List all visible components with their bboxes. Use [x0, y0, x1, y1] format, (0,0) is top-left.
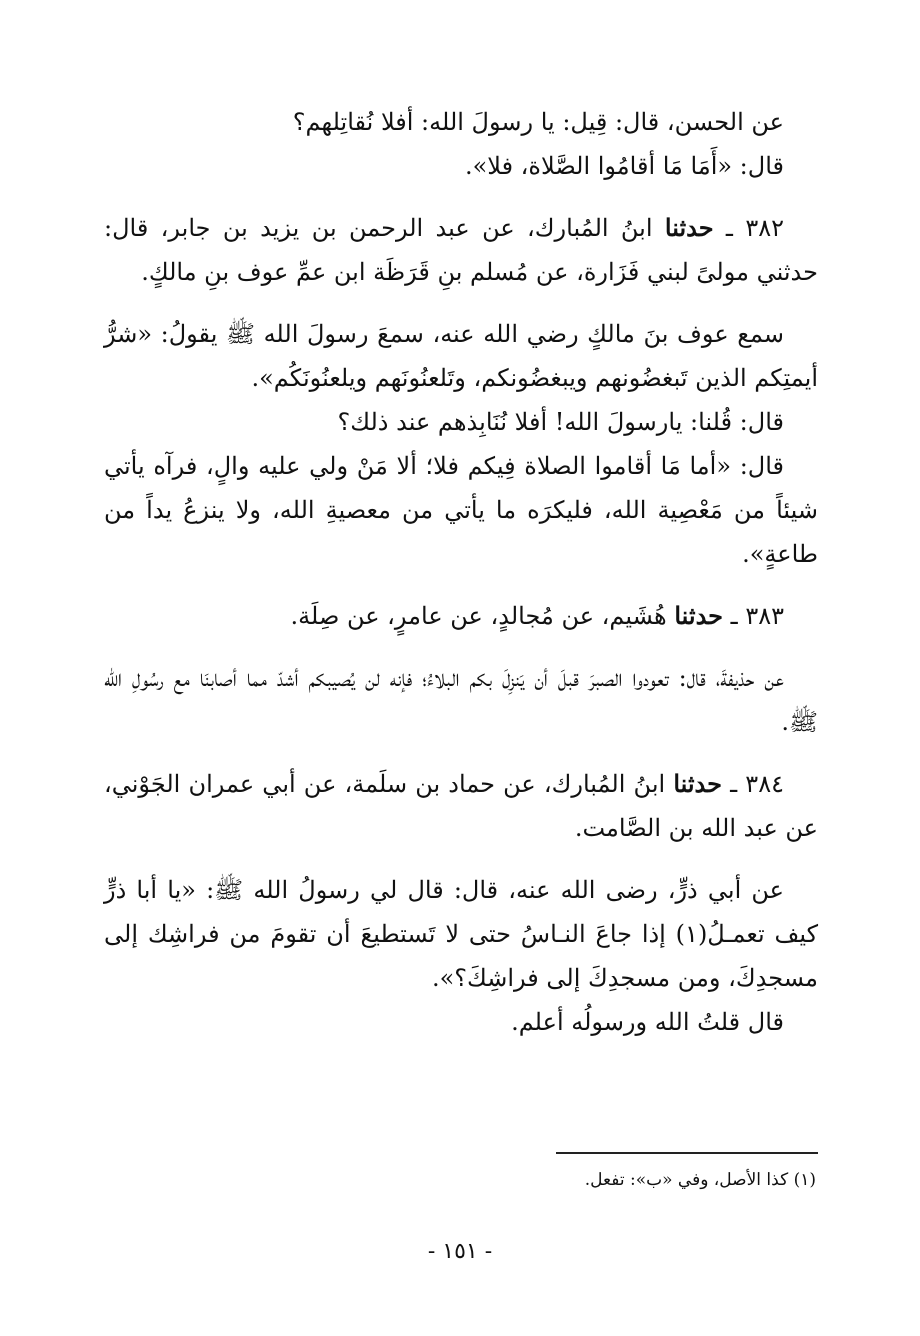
- isnad-text: ابنُ المُبارك، عن عبد الرحمن بن يزيد بن جابر، قال: حدثني مولىً لبني فَزَارة، عن مُسلم بنِ قَرَظَة ابن عمِّ عوف بنِ مالكٍ.: [104, 214, 818, 286]
- matn-paragraph: قال: «أما مَا أقاموا الصلاة فِيكم فلا؛ ألا مَنْ ولي عليه والٍ، فرآه يأتي شيئاً من مَعْصِية الله، فليكرَه ما يأتي من معصيةِ الله، ولا ينزعُ يداً من طاعةٍ».: [104, 452, 818, 568]
- matn-384: [104, 868, 818, 1044]
- footnote-divider: [556, 1152, 818, 1154]
- matn-paragraph: سمع عوف بنَ مالكٍ رضي الله عنه، سمعَ رسولَ الله ﷺ يقولُ: «شرُّ أيمتِكم الذين تَبغضُونهم ويبغضُونكم، وتَلعنُونَهم ويلعنُونَكُم».: [104, 320, 818, 392]
- page-body: [104, 100, 818, 1044]
- haddathana-keyword: حدثنا: [664, 213, 714, 242]
- hadith-number: ٣٨٢ ـ: [725, 214, 784, 242]
- text-line: عن الحسن، قال: قِيل: يا رسولَ الله: أفلا نُقاتِلهم؟: [292, 108, 784, 136]
- matn-paragraph: عن حذيفةَ، قال: تعودوا الصبرَ قبلَ أن يَنزِلَ بكم البلاءُ؛ فإنه لن يُصيبكم أشدّ مما أصابنَا مع رسُولِ الله ﷺ.: [104, 664, 818, 736]
- isnad-383: [104, 594, 818, 638]
- matn-383: [104, 656, 818, 744]
- haddathana-keyword: حدثنا: [674, 601, 724, 630]
- isnad-text: هُشَيم، عن مُجالدٍ، عن عامرٍ، عن صِلَة.: [290, 602, 667, 630]
- matn-paragraph: عن أبي ذرٍّ، رضى الله عنه، قال: قال لي رسولُ الله ﷺ: «يا أبا ذرٍّ كيف تعمـلُ(١) إذا جاعَ النـاسُ حتى لا تَستطيعَ أن تقومَ من فراشِك إلى مسجدِكَ، ومن مسجدِكَ إلى فراشِكَ؟».: [104, 876, 818, 992]
- isnad-text: ابنُ المُبارك، عن حماد بن سلَمة، عن أبي عمران الجَوْني، عن عبد الله بن الصَّامت.: [104, 770, 818, 842]
- text-line: قال: «أَمَا مَا أقامُوا الصَّلاة، فلا».: [464, 152, 784, 180]
- isnad-384: [104, 762, 818, 850]
- matn-paragraph: قال قلتُ الله ورسولُه أعلم.: [511, 1008, 784, 1036]
- hadith-number: ٣٨٤ ـ: [730, 770, 784, 798]
- matn-paragraph: قال: قُلنا: يارسولَ الله! أفلا نُنَابِذهم عند ذلك؟: [337, 408, 784, 436]
- text-block-hasan: [104, 100, 818, 188]
- matn-382: [104, 312, 818, 576]
- hadith-number: ٣٨٣ ـ: [730, 602, 784, 630]
- haddathana-keyword: حدثنا: [673, 769, 722, 798]
- page-number: - ١٥١ -: [427, 1239, 493, 1264]
- footnote: (١) كذا الأصل، وفي «ب»: تفعل.: [584, 1170, 816, 1190]
- isnad-382: [104, 206, 818, 294]
